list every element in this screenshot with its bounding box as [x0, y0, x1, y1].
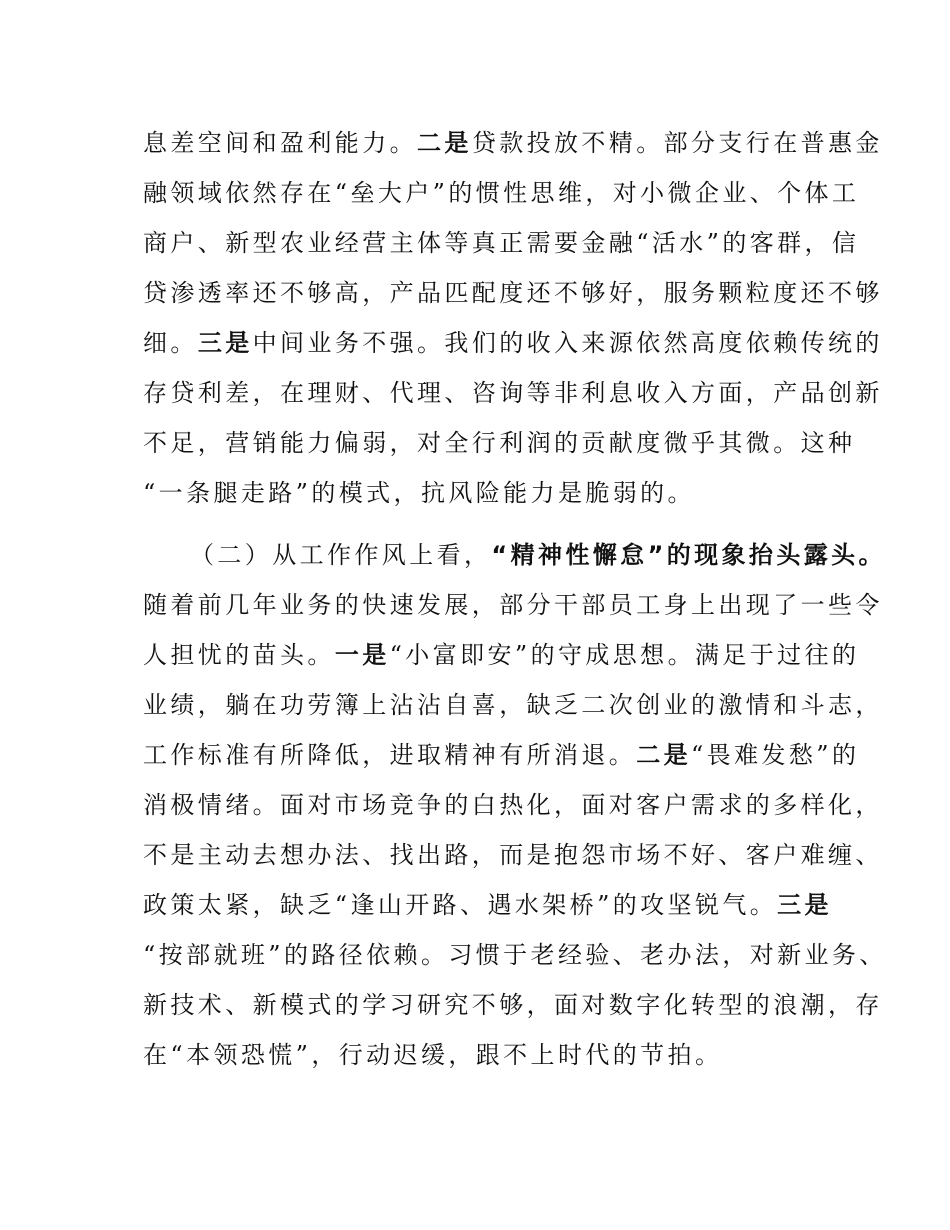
- text-line: 融领域依然存在“垒大户”的惯性思维，对小微企业、个体工: [143, 179, 860, 207]
- text-line: 业绩，躺在功劳簿上沾沾自喜，缺乏二次创业的激情和斗志，: [143, 691, 883, 719]
- bold-lead: 二是: [417, 129, 472, 157]
- text-line: 消极情绪。面对市场竞争的白热化，面对客户需求的多样化，: [143, 791, 883, 819]
- text-line: [143, 890, 832, 920]
- text-line: “按部就班”的路径依赖。习惯于老经验、老办法，对新业务、: [143, 941, 887, 969]
- section-heading-line: [190, 540, 886, 570]
- text-line: “一条腿走路”的模式，抗风险能力是脆弱的。: [143, 479, 695, 507]
- text-line: 不足，营销能力偏弱，对全行利润的贡献度微乎其微。这种: [143, 429, 856, 457]
- text-span: 中间业务不强。我们的收入来源依然高度依赖传统的: [252, 329, 883, 357]
- text-span: 工作标准有所降低，进取精神有所消退。: [143, 741, 637, 769]
- section-heading-number: （二）从工作作风上看，: [190, 541, 492, 569]
- text-span: 人担忧的苗头。: [143, 641, 335, 669]
- text-line: 在“本领恐慌”，行动迟缓，跟不上时代的节拍。: [143, 1041, 723, 1069]
- text-span: 息差空间和盈利能力。: [143, 129, 417, 157]
- text-span: 贷款投放不精。部分支行在普惠金: [471, 129, 883, 157]
- bold-lead: 三是: [197, 329, 253, 357]
- text-span: 政策太紧，缺乏“逢山开路、遇水架桥”的攻坚锐气。: [143, 891, 778, 919]
- text-span: “畏难发愁”的: [691, 741, 860, 769]
- text-line: [143, 128, 883, 158]
- bold-lead: 二是: [636, 741, 692, 769]
- text-span: “小富即安”的守成思想。满足于过往的: [389, 641, 860, 669]
- section-heading-bold: “精神性懈怠”的现象抬头露头。: [491, 541, 886, 569]
- text-line: [143, 328, 883, 358]
- text-line: [143, 640, 859, 670]
- text-line: 不是主动去想办法、找出路，而是抱怨市场不好、客户难缠、: [143, 841, 883, 869]
- text-line: 商户、新型农业经营主体等真正需要金融“活水”的客群，信: [143, 229, 860, 257]
- text-line: 新技术、新模式的学习研究不够，面对数字化转型的浪潮，存: [143, 991, 883, 1019]
- text-line: 贷渗透率还不够高，产品匹配度还不够好，服务颗粒度还不够: [143, 279, 883, 307]
- bold-lead: 一是: [334, 641, 390, 669]
- text-span: 细。: [143, 329, 198, 357]
- bold-lead: 三是: [777, 891, 832, 919]
- text-line: 随着前几年业务的快速发展，部分干部员工身上出现了一些令: [143, 591, 883, 619]
- text-line: 存贷利差，在理财、代理、咨询等非利息收入方面，产品创新: [143, 379, 883, 407]
- text-line: [143, 740, 859, 770]
